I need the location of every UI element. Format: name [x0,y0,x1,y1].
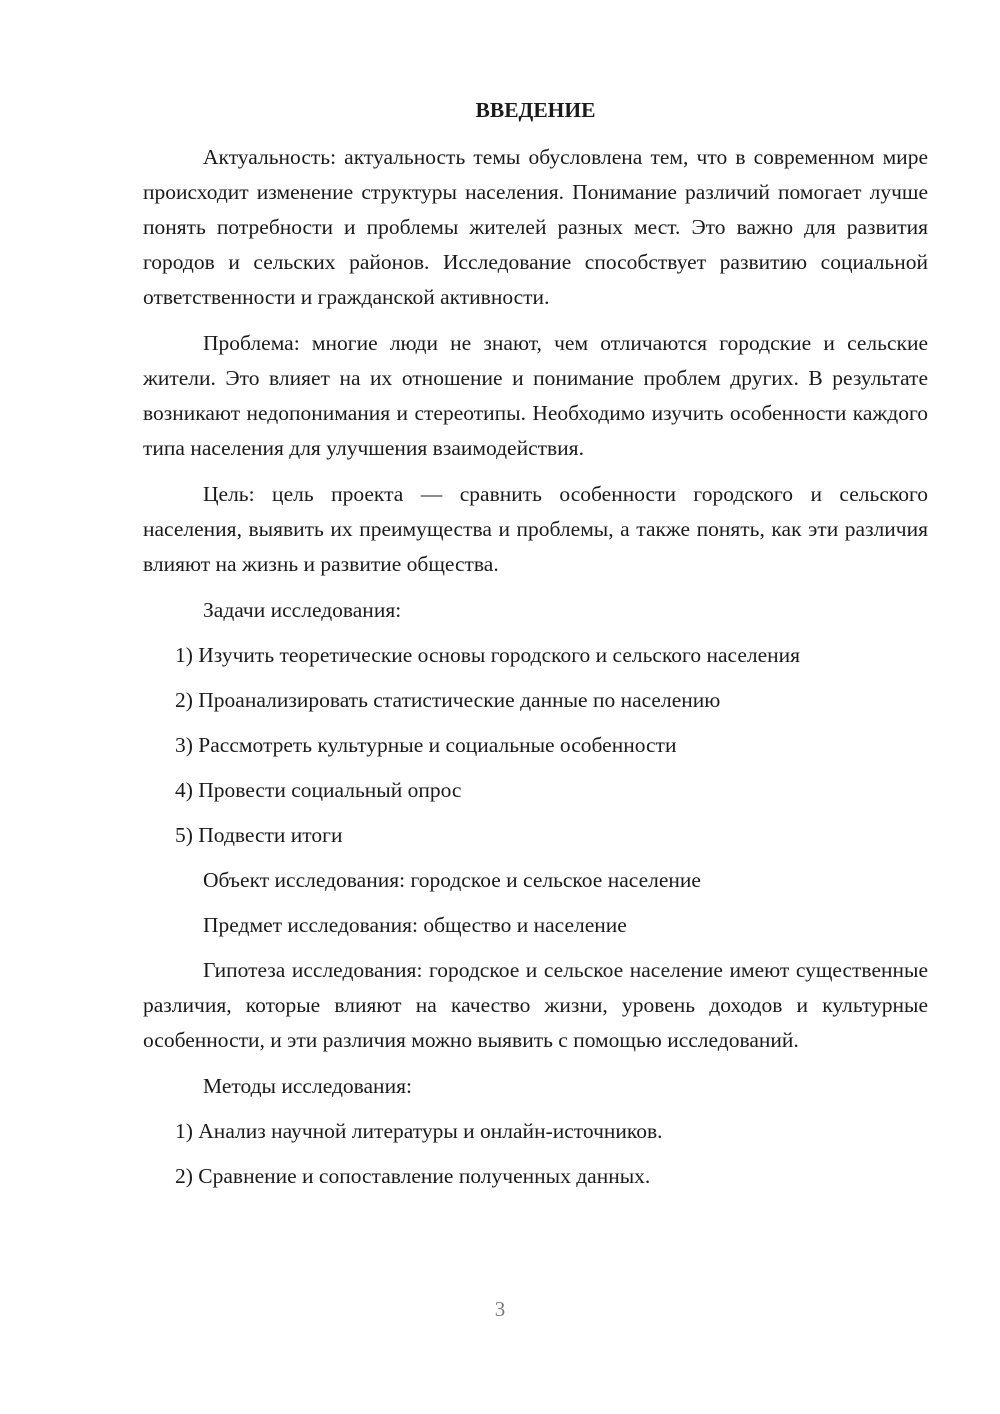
goal-paragraph: Цель: цель проекта — сравнить особенности городского и сельского населения, выявить их преимущества и проблемы, а также понять, как эти различия влияют на жизнь и развитие общества. [143,482,928,576]
page-number: 3 [494,1297,506,1321]
research-object: Объект исследования: городское и сельское население [203,868,701,892]
method-item: 1) Анализ научной литературы и онлайн-источников. [175,1119,663,1143]
task-item: 2) Проанализировать статистические данные по населению [175,688,721,712]
methods-heading: Методы исследования: [203,1074,412,1098]
tasks-heading: Задачи исследования: [203,598,402,622]
problem-paragraph: Проблема: многие люди не знают, чем отличаются городские и сельские жители. Это влияет на их отношение и понимание проблем других. В результате возникают недопонимания и стереотипы. Необходимо изучить особенности каждого типа населения для улучшения взаимодействия. [143,331,928,460]
task-item: 4) Провести социальный опрос [175,778,462,802]
relevance-paragraph: Актуальность: актуальность темы обусловлена тем, что в современном мире происходит изменение структуры населения. Понимание различий помогает лучше понять потребности и проблемы жителей разных мест. Это важно для развития городов и сельских районов. Исследование способствует развитию социальной ответственности и гражданской активности. [143,145,928,309]
research-subject: Предмет исследования: общество и население [203,913,627,937]
method-item: 2) Сравнение и сопоставление полученных данных. [175,1164,651,1188]
section-title: ВВЕДЕНИЕ [475,98,596,122]
task-item: 3) Рассмотреть культурные и социальные особенности [175,733,677,757]
document-page [143,95,928,1204]
task-item: 5) Подвести итоги [175,823,343,847]
hypothesis-paragraph: Гипотеза исследования: городское и сельское население имеют существенные различия, которые влияют на качество жизни, уровень доходов и культурные особенности, и эти различия можно выявить с помощью исследований. [143,958,928,1052]
task-item: 1) Изучить теоретические основы городского и сельского населения [175,643,801,667]
